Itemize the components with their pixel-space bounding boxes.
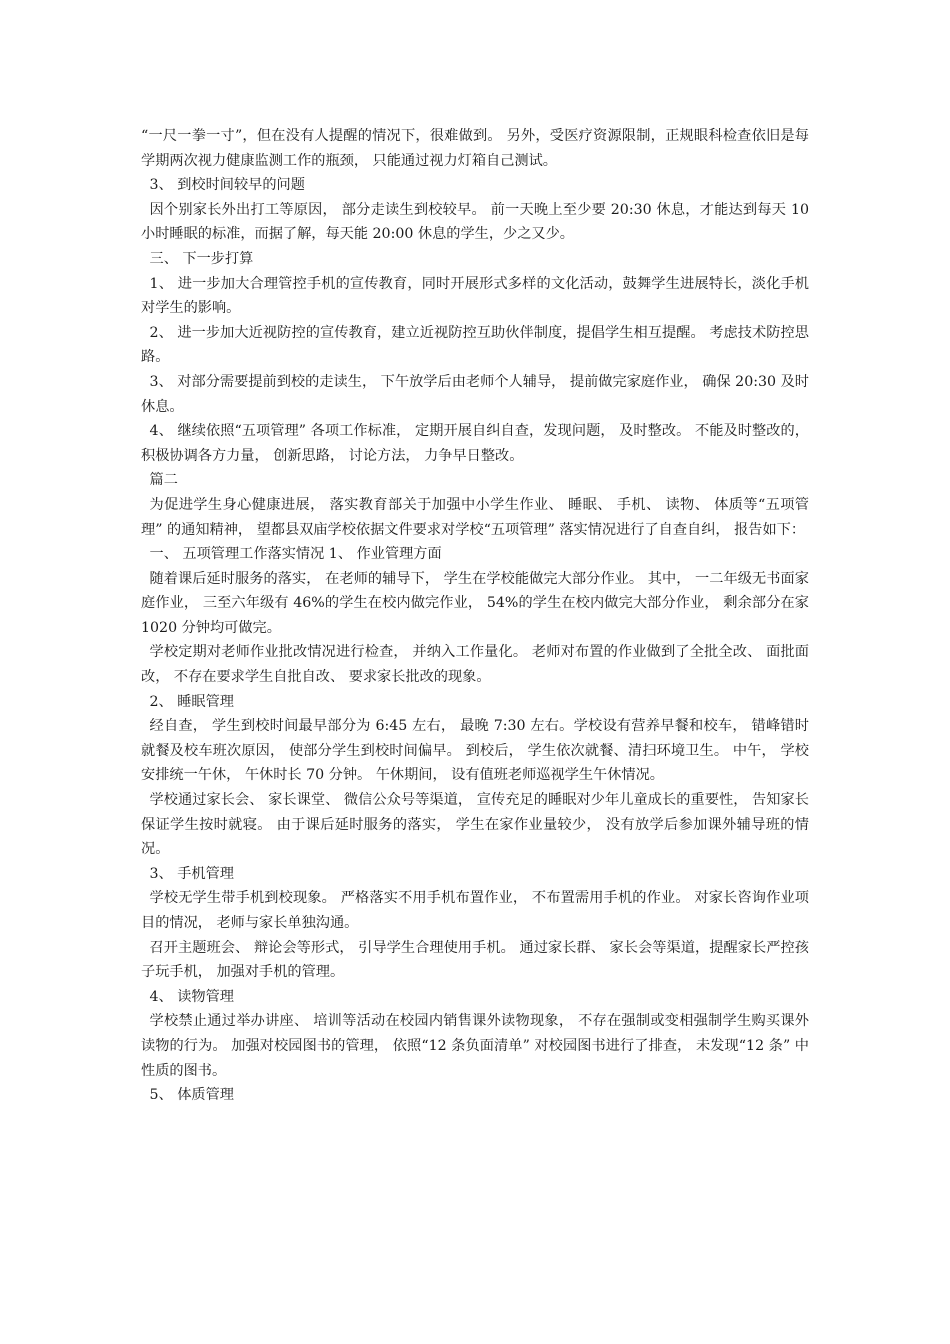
paragraph: 经自查， 学生到校时间最早部分为 6:45 左右， 最晚 7:30 左右。学校设有营养早餐和校车， 错峰错时就餐及校车班次原因， 使部分学生到校时间偏早。 到校后， 学生依次就餐、清扫环境卫生。 中午， 学校安排统一午休， 午休时长 70 分钟。 午休期间， 设有值班老师巡视学生午休情况。 (141, 718, 809, 784)
part-heading: 篇二 (149, 472, 178, 489)
paragraph: 随着课后延时服务的落实， 在老师的辅导下， 学生在学校能做完大部分作业。 其中， 一二年级无书面家庭作业， 三至六年级有 46%的学生在校内做完作业， 54%的学生在校内做完大部分作业， 剩余部分在家 1020 分钟均可做完。 (141, 570, 809, 636)
section-heading: 3、 手机管理 (149, 865, 234, 882)
paragraph: 学校通过家长会、 家长课堂、 微信公众号等渠道， 宣传充足的睡眠对少年儿童成长的重要性， 告知家长保证学生按时就寝。 由于课后延时服务的落实， 学生在家作业量较少， 没有放学后参加课外辅导班的情况。 (141, 792, 809, 858)
section-heading: 4、 读物管理 (149, 988, 234, 1005)
paragraph: 学校定期对老师作业批改情况进行检查， 并纳入工作量化。 老师对布置的作业做到了全批全改、 面批面改， 不存在要求学生自批自改、 要求家长批改的现象。 (141, 644, 809, 686)
section-heading: 3、 到校时间较早的问题 (149, 177, 305, 194)
paragraph: 4、 继续依照“五项管理” 各项工作标准， 定期开展自纠自查，发现问题， 及时整改。 不能及时整改的， 积极协调各方力量， 创新思路， 讨论方法， 力争早日整改。 (141, 423, 809, 464)
paragraph: “一尺一拳一寸”，但在没有人提醒的情况下，很难做到。 另外，受医疗资源限制，正规眼科检查依旧是每学期两次视力健康监测工作的瓶颈， 只能通过视力灯箱自己测试。 (141, 128, 809, 169)
paragraph: 学校禁止通过举办讲座、 培训等活动在校园内销售课外读物现象， 不存在强制或变相强制学生购买课外读物的行为。 加强对校园图书的管理， 依照“12 条负面清单” 对校园图书进行了排查， 未发现“12 条” 中性质的图书。 (141, 1013, 809, 1079)
section-heading: 三、 下一步打算 (149, 250, 254, 267)
paragraph: 1、 进一步加大合理管控手机的宣传教育，同时开展形式多样的文化活动，鼓舞学生进展特长，淡化手机对学生的影响。 (141, 275, 809, 317)
section-heading: 2、 睡眠管理 (149, 693, 234, 710)
paragraph: 3、 对部分需要提前到校的走读生， 下午放学后由老师个人辅导， 提前做完家庭作业， 确保 20:30 及时休息。 (141, 373, 809, 415)
paragraph: 因个别家长外出打工等原因， 部分走读生到校较早。 前一天晚上至少要 20:30 休息，才能达到每天 10 小时睡眠的标准，而据了解，每天能 20:00 休息的学生，少之又少。 (141, 201, 809, 243)
section-heading: 一、 五项管理工作落实情况 1、 作业管理方面 (149, 546, 442, 563)
paragraph: 召开主题班会、 辩论会等形式， 引导学生合理使用手机。 通过家长群、 家长会等渠道，提醒家长严控孩子玩手机， 加强对手机的管理。 (141, 939, 809, 981)
section-heading: 5、 体质管理 (149, 1087, 234, 1104)
paragraph: 为促进学生身心健康进展， 落实教育部关于加强中小学生作业、 睡眠、 手机、 读物、 体质等“五项管理” 的通知精神， 望都县双庙学校依据文件要求对学校“五项管理” 落实情况进行了自查自纠， 报告如下： (141, 496, 809, 538)
paragraph: 学校无学生带手机到校现象。 严格落实不用手机布置作业， 不布置需用手机的作业。 对家长咨询作业项目的情况， 老师与家长单独沟通。 (141, 890, 809, 931)
document-body (141, 124, 809, 1108)
paragraph: 2、 进一步加大近视防控的宣传教育，建立近视防控互助伙伴制度，提倡学生相互提醒。 考虑技术防控思路。 (141, 324, 809, 366)
